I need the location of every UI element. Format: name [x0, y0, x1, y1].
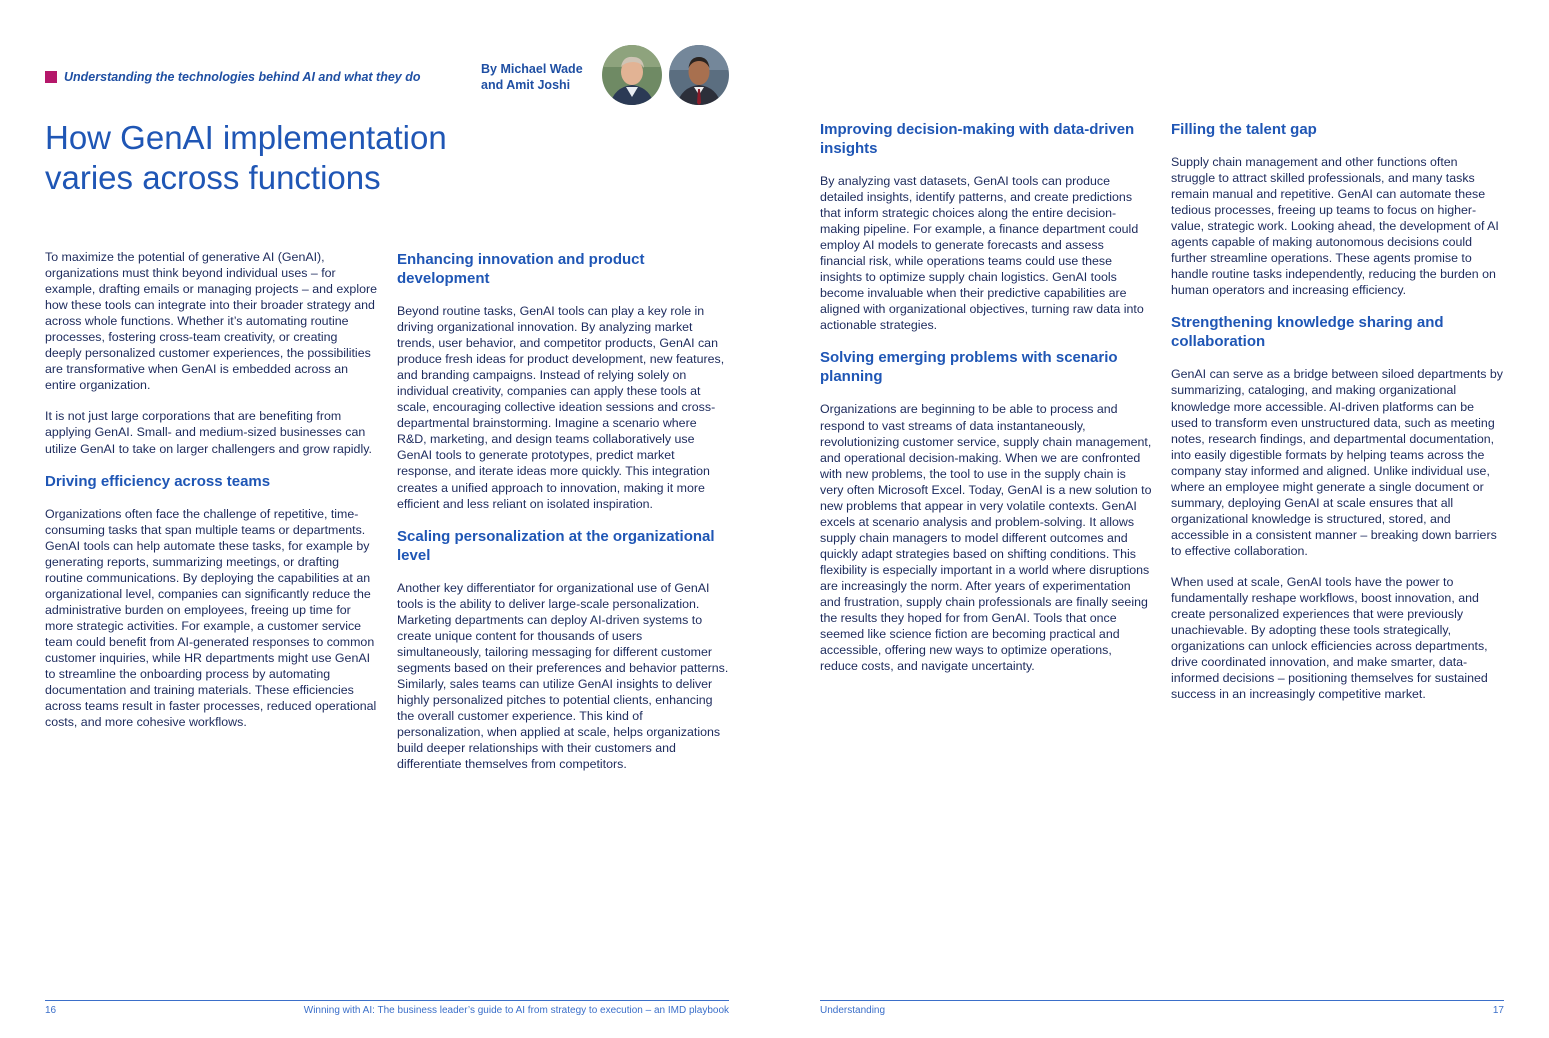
section-tag-label: Understanding the technologies behind AI and what they do	[64, 70, 421, 84]
author-byline	[481, 61, 583, 93]
scenario-planning-paragraph: Organizations are beginning to be able to process and respond to vast streams of data instantaneously, revolutionizing customer service, supply chain management, and operational decision-making. When we are confronted with new problems, the tool to use in the supply chain is very often Microsoft Excel. Today, GenAI is a new solution to new problems that appear in very volatile contexts. GenAI excels at scenario analysis and problem-solving. It allows supply chain managers to model different outcomes and quickly adapt strategies based on shifting conditions. This flexibility is especially important in a world where disruptions are increasingly the norm. After years of experimentation and frustration, supply chain professionals are finally seeing the results they hoped for from GenAI. Tools that once seemed like science fiction are becoming practical and accessible, offering new ways to optimize operations, reduce costs, and navigate uncertainty.	[820, 402, 1152, 674]
decision-making-paragraph: By analyzing vast datasets, GenAI tools can produce detailed insights, identify patterns, and create predictions that inform strategic choices along the entire decision-making pipeline. For example, a finance department could employ AI models to generate forecasts and assess financial risk, while operations teams could use these insights to optimize supply chain logistics. GenAI tools become invaluable when their predictive capabilities are aligned with organizational objectives, turning raw data into actionable strategies.	[820, 174, 1144, 333]
personalization-paragraph: Another key differentiator for organizational use of GenAI tools is the ability to deliver large-scale personalization. Marketing departments can deploy AI-driven systems to create unique content for thousands of users simultaneously, tailoring messaging for different customer segments based on their preferences and behavior patterns. Similarly, sales teams can utilize GenAI insights to deliver highly personalized pitches to potential clients, enhancing the overall customer experience. This kind of personalization, when applied at scale, helps organizations build deeper relationships with their customers and differentiate themselves from competitors.	[397, 580, 729, 772]
efficiency-paragraph: Organizations often face the challenge of repetitive, time-consuming tasks that span multiple teams or departments. GenAI tools can help automate these tasks, for example by generating reports, summarizing meetings, or drafting routine communications. By deploying the capabilities at an organizational level, companies can significantly reduce the administrative burden on employees, freeing up time for more strategic activities. For example, a customer service team could benefit from AI-generated responses to common customer inquiries, while HR departments might use GenAI to streamline the onboarding process by automating documentation and training materials. These efficiencies across teams result in faster processes, reduced operational costs, and more cohesive workflows.	[45, 506, 377, 730]
heading-decision-making: Improving decision-making with data-driven insights	[820, 121, 1135, 157]
page-number-right: 17	[1492, 1005, 1504, 1016]
footer-rule-left	[45, 1000, 729, 1001]
author-photo-2	[669, 45, 729, 105]
footer-rule-right	[820, 1000, 1504, 1001]
section-tag	[45, 70, 421, 84]
intro-paragraph: To maximize the potential of generative AI (GenAI), organizations must think beyond individual uses – for example, drafting emails or managing projects – and explore how these tools can integrate into their broader strategy and across whole functions. Whether it’s automating routine processes, fostering cross-team creativity, or creating deeply personalized customer experiences, the possibilities are transformative when GenAI is embedded across an entire organization.	[45, 250, 377, 393]
heading-efficiency: Driving efficiency across teams	[45, 472, 271, 490]
byline-line-1: By Michael Wade	[481, 62, 583, 76]
column-1	[45, 249, 377, 745]
heading-scenario-planning: Solving emerging problems with scenario planning	[820, 349, 1118, 386]
author-photo-1	[602, 45, 662, 105]
heading-talent-gap: Filling the talent gap	[1171, 121, 1317, 138]
page-number-left: 16	[45, 1005, 57, 1016]
footer-section-name: Understanding	[820, 1005, 886, 1016]
innovation-paragraph: Beyond routine tasks, GenAI tools can play a key role in driving organizational innovation. By analyzing market trends, user behavior, and competitor products, GenAI can produce fresh ideas for product development, new features, and branding campaigns. Instead of relying solely on individual creativity, companies can apply these tools at scale, encouraging collective ideation sessions and cross-departmental brainstorming. Imagine a scenario where R&D, marketing, and design teams collaboratively use GenAI tools to generate prototypes, predict market response, and iterate ideas more quickly. This integration creates a unified approach to innovation, making it more efficient and less reliant on isolated inspiration.	[397, 304, 725, 511]
conclusion-paragraph: When used at scale, GenAI tools have the power to fundamentally reshape workflows, boost innovation, and create personalized experiences that were previously unachievable. By adopting these tools strategically, organizations can unlock efficiencies across departments, drive coordinated innovation, and make smarter, data-informed decisions – positioning themselves for sustained success in an increasingly competitive market.	[1171, 574, 1488, 702]
byline-line-2: and Amit Joshi	[481, 78, 571, 92]
footer-publication-title: Winning with AI: The business leader’s guide to AI from strategy to execution – an IMD playbook	[303, 1005, 729, 1016]
page-title-line-1: How GenAI implementation	[45, 119, 447, 156]
page-title-line-2: varies across functions	[45, 159, 381, 196]
column-3	[820, 120, 1152, 689]
column-4	[1171, 120, 1503, 717]
talent-gap-paragraph: Supply chain management and other functions often struggle to attract skilled professionals, and many tasks remain manual and repetitive. GenAI can automate these tedious processes, freeing up teams to focus on higher-value, strategic work. Looking ahead, the development of AI agents capable of making autonomous decisions could further streamline operations. These agents promise to handle routine tasks independently, reducing the burden on human operators and increasing efficiency.	[1171, 155, 1499, 298]
knowledge-sharing-paragraph: GenAI can serve as a bridge between siloed departments by summarizing, cataloging, and making organizational knowledge more accessible. AI-driven platforms can be used to transform even unstructured data, such as meeting notes, research findings, and departmental documentation, into easily digestible formats by helping teams across the company stay informed and aligned. Unlike individual use, where an employee might generate a single document or summary, deploying GenAI at scale ensures that all organizational knowledge is structured, stored, and accessible in a consistent manner – breaking down barriers to effective collaboration.	[1171, 367, 1503, 558]
heading-knowledge-sharing: Strengthening knowledge sharing and collaboration	[1171, 314, 1444, 351]
smb-paragraph: It is not just large corporations that are benefiting from applying GenAI. Small- and medium-sized businesses can utilize GenAI to take on larger challengers and grow rapidly.	[45, 409, 372, 456]
column-2	[397, 250, 729, 787]
page-title	[45, 118, 505, 198]
heading-personalization: Scaling personalization at the organizational level	[397, 527, 715, 564]
heading-innovation: Enhancing innovation and product development	[397, 251, 645, 287]
section-marker-square	[45, 71, 57, 83]
